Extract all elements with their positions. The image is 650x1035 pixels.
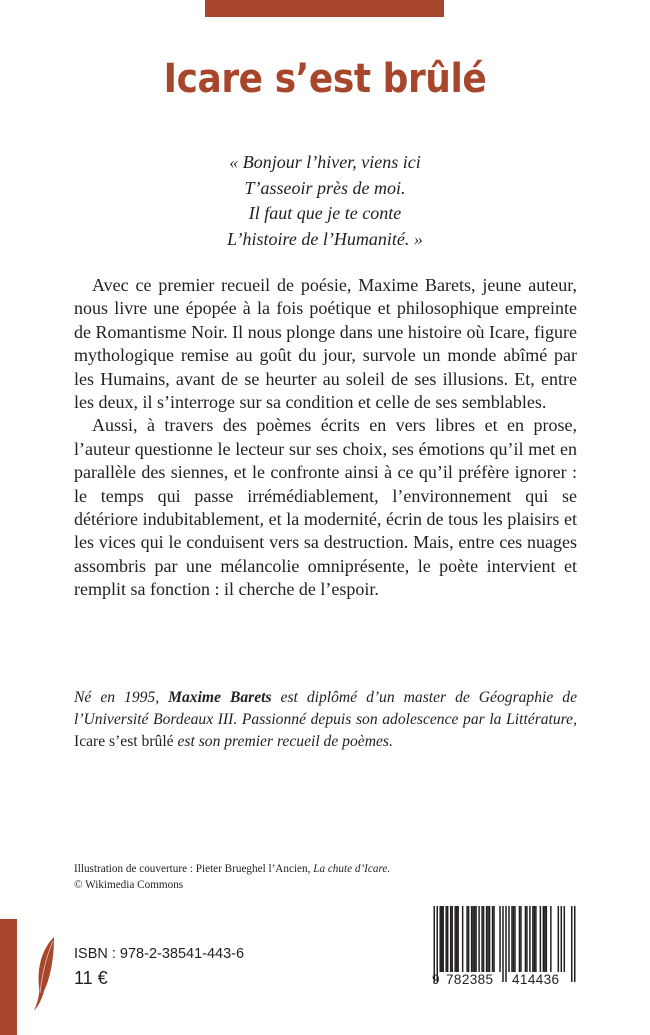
- barcode-bar: [457, 906, 458, 972]
- price: 11 €: [74, 968, 108, 988]
- barcode-bar: [478, 906, 479, 972]
- barcode-bar: [441, 906, 442, 972]
- bio-book-title: Icare s’est brûlé: [74, 733, 174, 750]
- barcode-bar: [456, 906, 457, 972]
- barcode-bar: [483, 906, 484, 972]
- barcode-bar: [520, 906, 521, 972]
- side-accent-bar: [0, 919, 17, 1035]
- barcode-bar: [540, 906, 541, 972]
- quill-icon: [30, 935, 60, 1015]
- author-name: Maxime Barets: [168, 689, 272, 706]
- isbn: ISBN : 978-2-38541-443-6: [74, 946, 245, 962]
- summary-paragraph-2: Aussi, à travers des poèmes écrits en vers libres et en prose, l’auteur questionne le lecteur sur ses choix, ses émotions qu’il met en parallèle des siennes, et le confronte ainsi à ce qu’il préfère ignorer : le temps qui passe irrémédiablement, l’environnement qui se détériore indubitablement, et la modernité, écrin de tous les plaisirs et les vices qui le conduisent vers sa destruction. Mais, entre ces nuages assombris par une mélancolie omniprésente, le poète intervient et remplit sa fonction : il cherche de l’espoir.: [74, 415, 577, 600]
- barcode-bar: [447, 906, 448, 972]
- barcode-bar: [474, 906, 475, 972]
- bio-text: est son premier recueil de poèmes.: [173, 733, 393, 750]
- barcode-digit-group: 414436: [512, 972, 560, 987]
- barcode-bar: [487, 906, 488, 972]
- barcode-bar: [499, 906, 500, 972]
- barcode-bar: [451, 906, 452, 972]
- barcode-bar: [475, 906, 476, 972]
- barcode-bar: [519, 906, 520, 972]
- author-bio: [74, 687, 577, 753]
- barcode-bar: [525, 906, 526, 972]
- barcode-bar: [534, 906, 535, 972]
- barcode-digit-group: 782385: [446, 972, 494, 987]
- barcode-bar: [466, 906, 467, 972]
- barcode-bar: [526, 906, 527, 972]
- barcode-bar: [535, 906, 536, 972]
- epigraph-line: « Bonjour l’hiver, viens ici: [229, 152, 421, 172]
- top-accent-bar: [205, 0, 444, 17]
- epigraph: [0, 150, 650, 252]
- summary-paragraph-1: Avec ce premier recueil de poésie, Maxime Barets, jeune auteur, nous livre une épopée à la fois poétique et philosophique empreinte de Romantisme Noir. Il nous plonge dans une histoire où Icare, figure mythologique remise au goût du jour, survole un monde abîmé par les Humains, avant de se heurter au soleil de ses illusions. Et, entre les deux, il s’interroge sur sa condition et celle de ses semblables.: [74, 275, 577, 413]
- barcode-bar: [433, 906, 434, 982]
- artwork-title: La chute d’Icare.: [313, 863, 391, 875]
- barcode-bar: [445, 906, 446, 972]
- barcode-bar: [529, 906, 530, 972]
- barcode-bar: [462, 906, 463, 972]
- barcode-bar: [489, 906, 490, 972]
- bio-text: est diplômé d’un master de Géographie de l’Université Bordeaux III. Passionné depuis son adolescence par la Littérature,: [74, 689, 577, 728]
- barcode-bar: [502, 906, 503, 982]
- barcode-bar: [436, 906, 437, 982]
- barcode-bar: [544, 906, 545, 972]
- illustration-credit: [74, 861, 494, 877]
- barcode-bar: [546, 906, 547, 972]
- barcode-lead-digit: 9: [432, 972, 440, 987]
- barcode-bar: [442, 906, 443, 972]
- barcode-bar: [486, 906, 487, 972]
- barcode-bar: [550, 906, 551, 972]
- copyright-line: © Wikimedia Commons: [74, 879, 184, 891]
- barcode-bar: [514, 906, 515, 972]
- barcode-bar: [492, 906, 493, 972]
- barcode-bar: [468, 906, 469, 972]
- barcode-bar: [574, 906, 575, 982]
- cover-credits: [74, 861, 494, 893]
- book-title: Icare s’est brûlé: [163, 56, 487, 102]
- barcode-bar: [505, 906, 506, 982]
- epigraph-line: L’histoire de l’Humanité. »: [227, 228, 423, 249]
- barcode-bar: [450, 906, 451, 972]
- barcode-bar: [543, 906, 544, 972]
- barcode-bar: [571, 906, 572, 982]
- barcode-bar: [564, 906, 565, 972]
- barcode-bar: [532, 906, 533, 972]
- barcode-bar: [439, 906, 440, 972]
- barcode-bar: [493, 906, 494, 972]
- barcode-bar: [472, 906, 473, 972]
- barcode-bar: [558, 906, 559, 972]
- barcode-bar: [481, 906, 482, 972]
- credit-text: Illustration de couverture : Pieter Brueghel l’Ancien,: [74, 863, 314, 875]
- epigraph-line: Il faut que je te conte: [248, 203, 402, 223]
- barcode-bar: [561, 906, 562, 972]
- barcode-bar: [508, 906, 509, 972]
- barcode-bar: [454, 906, 455, 972]
- bio-text: Né en 1995,: [74, 689, 169, 706]
- barcode-bar: [471, 906, 472, 972]
- book-summary: [74, 274, 577, 602]
- barcode-bar: [513, 906, 514, 972]
- epigraph-line: T’asseoir près de moi.: [244, 177, 406, 198]
- barcode-bar: [511, 906, 512, 972]
